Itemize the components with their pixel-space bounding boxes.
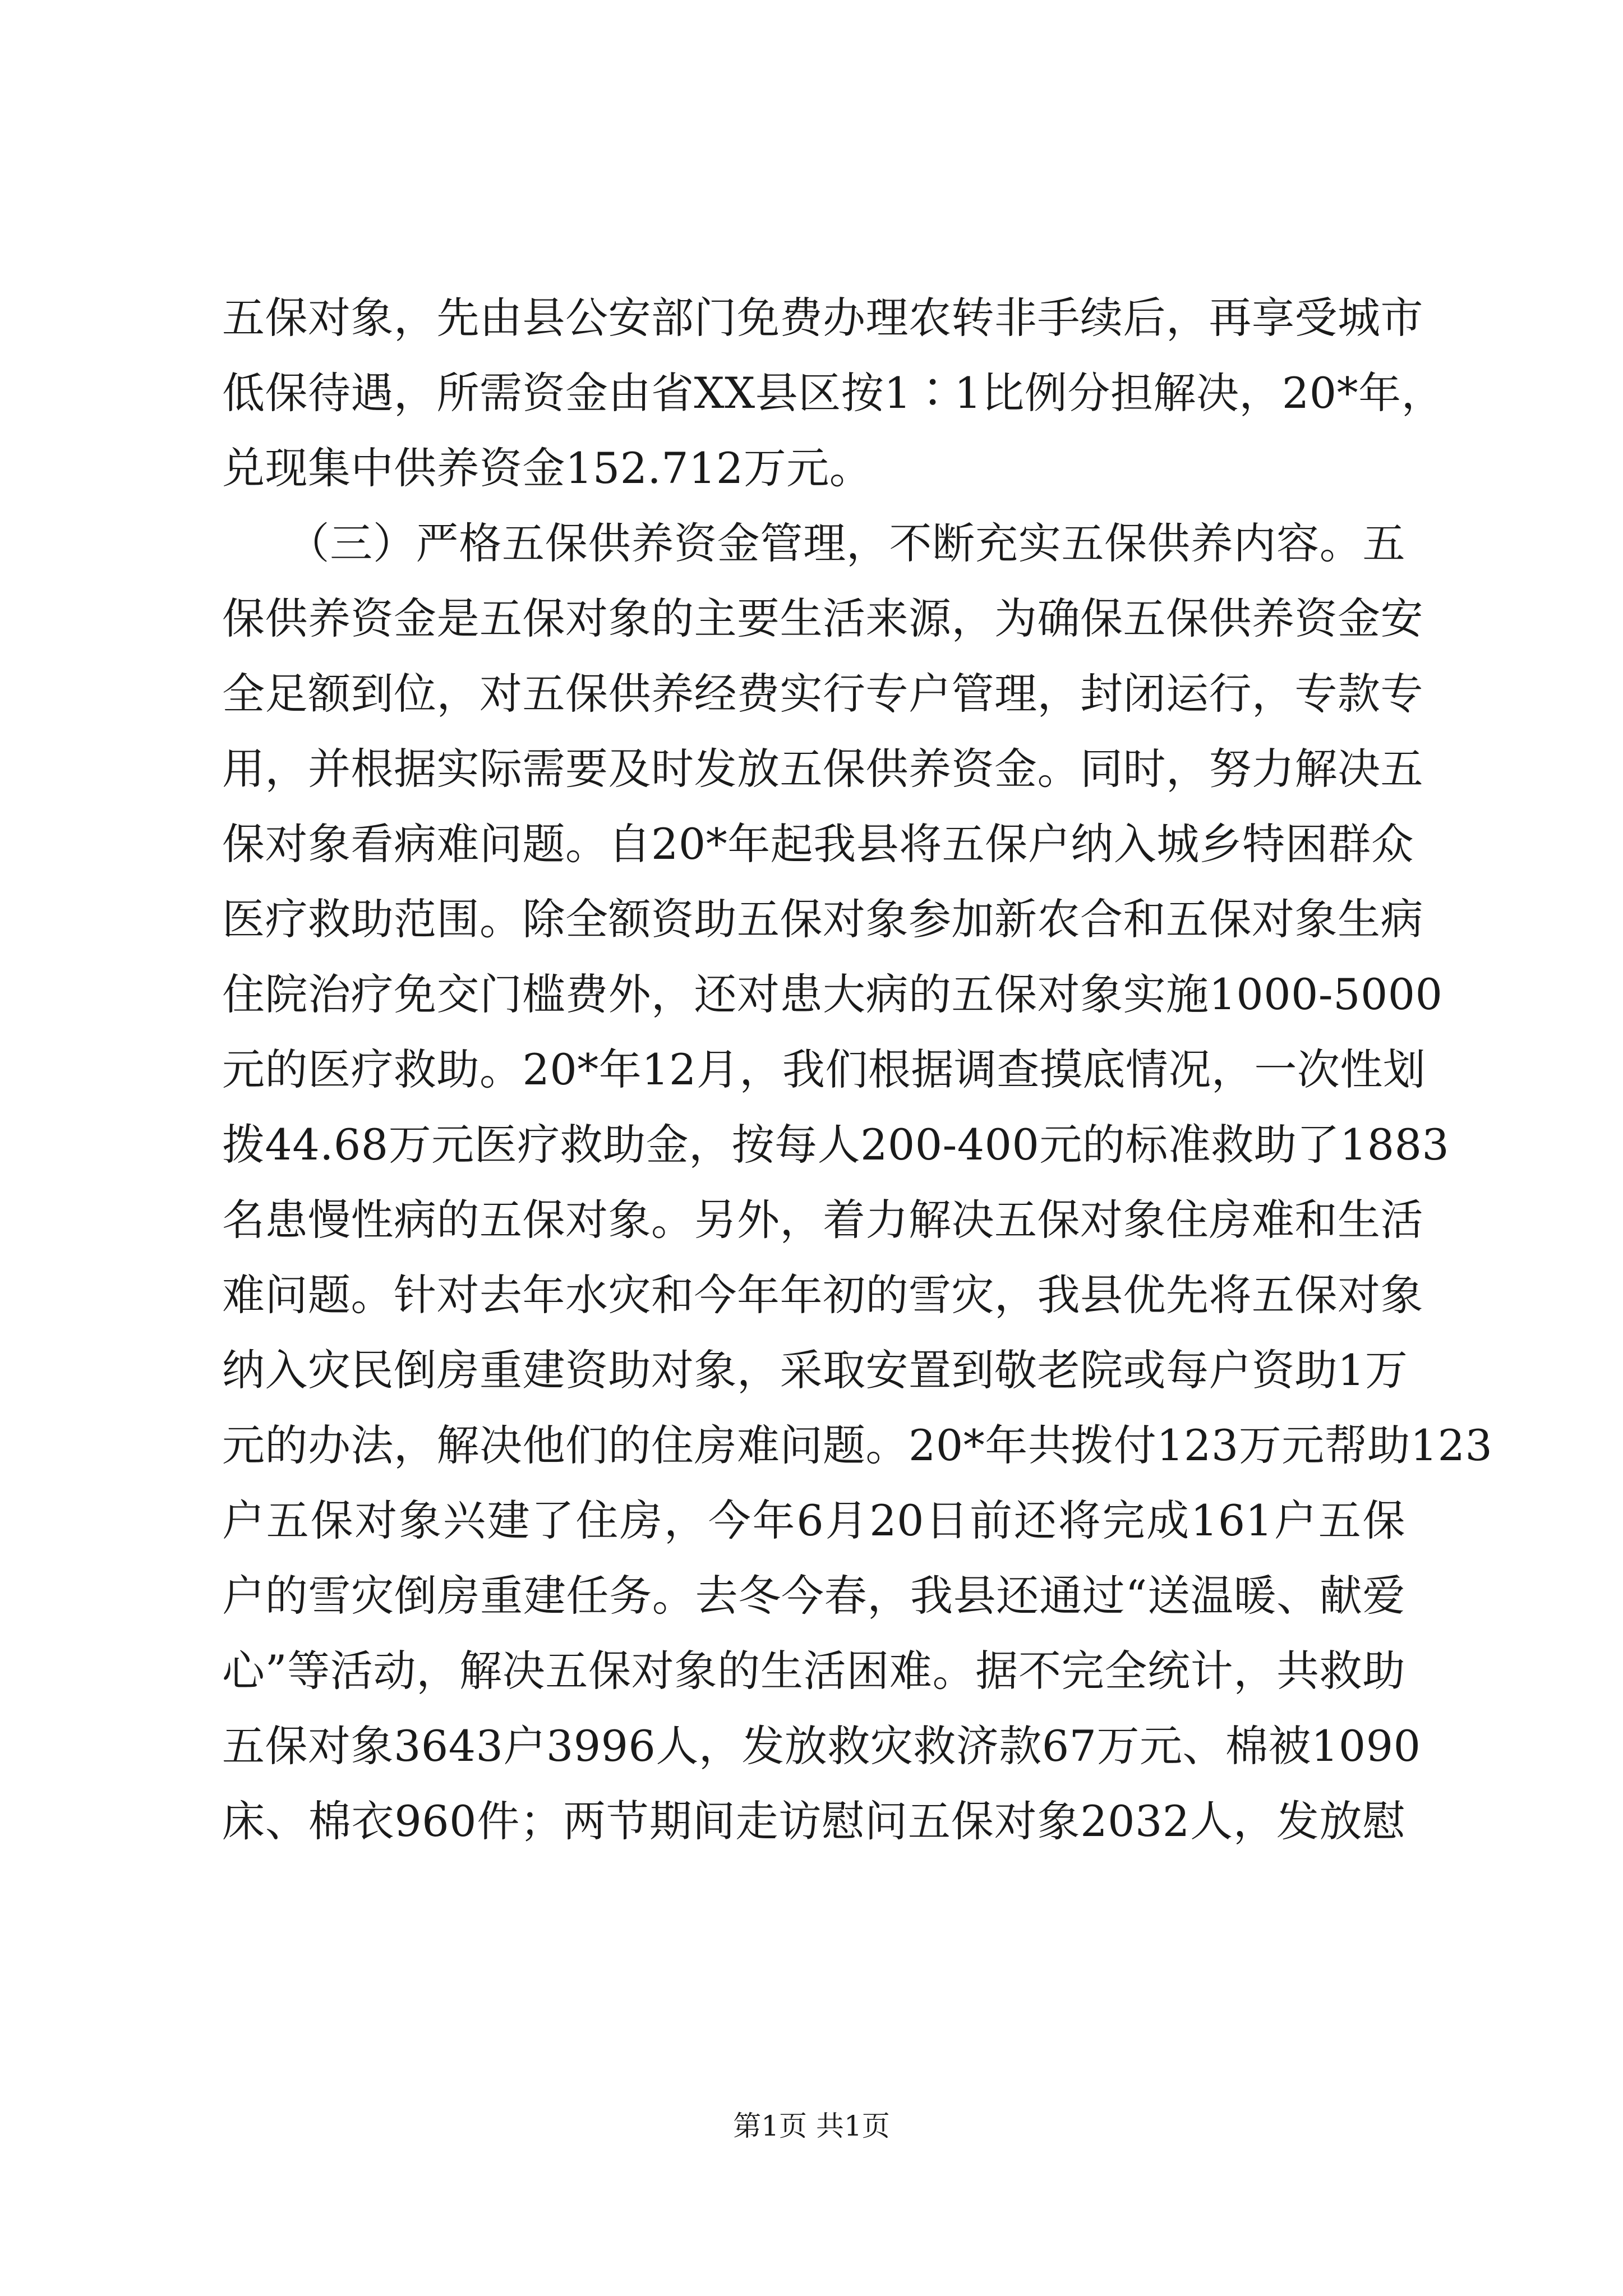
text-line: 五保对象，先由县公安部门免费办理农转非手续后，再享受城市	[222, 293, 1423, 343]
page-number-footer: 第1页 共1页	[733, 2110, 890, 2142]
text-line: 兑现集中供养资金152.712万元。	[222, 443, 873, 493]
text-line: 医疗救助范围。除全额资助五保对象参加新农合和五保对象生病	[222, 894, 1423, 944]
text-line: 保供养资金是五保对象的主要生活来源，为确保五保供养资金安	[222, 593, 1423, 643]
paragraph-continuation	[222, 280, 1445, 506]
text-line: 住院治疗免交门槛费外，还对患大病的五保对象实施1000-5000	[222, 969, 1443, 1019]
text-line: 床、棉衣960件；两节期间走访慰问五保对象2032人，发放慰	[222, 1796, 1405, 1846]
text-line: 五保对象3643户3996人，发放救灾救济款67万元、棉被1090	[222, 1721, 1421, 1771]
text-line: 心”等活动，解决五保对象的生活困难。据不完全统计，共救助	[222, 1646, 1405, 1696]
text-line: 元的医疗救助。20*年12月，我们根据调查摸底情况，一次性划	[222, 1045, 1426, 1094]
document-body	[222, 280, 1493, 1859]
text-line: 用，并根据实际需要及时发放五保供养资金。同时，努力解决五	[222, 744, 1423, 794]
text-line: 保对象看病难问题。自20*年起我县将五保户纳入城乡特困群众	[222, 819, 1414, 869]
text-line: 户五保对象兴建了住房，今年6月20日前还将完成161户五保	[222, 1496, 1405, 1545]
text-line: 全足额到位，对五保供养经费实行专户管理，封闭运行，专款专	[222, 669, 1423, 719]
text-line: 难问题。针对去年水灾和今年年初的雪灾，我县优先将五保对象	[222, 1270, 1423, 1320]
text-line: （三）严格五保供养资金管理，不断充实五保供养内容。五	[222, 518, 1405, 568]
text-line: 拨44.68万元医疗救助金，按每人200-400元的标准救助了1883	[222, 1120, 1450, 1170]
text-line: 纳入灾民倒房重建资助对象，采取安置到敬老院或每户资助1万	[222, 1345, 1408, 1395]
text-line: 低保待遇，所需资金由省XX县区按1∶1比例分担解决，20*年，	[222, 368, 1445, 418]
text-line: 元的办法，解决他们的住房难问题。20*年共拨付123万元帮助123	[222, 1420, 1493, 1470]
text-line: 名患慢性病的五保对象。另外，着力解决五保对象住房难和生活	[222, 1195, 1423, 1245]
text-line: 户的雪灾倒房重建任务。去冬今春，我县还通过“送温暖、献爱	[222, 1571, 1405, 1621]
paragraph-section-three	[222, 506, 1493, 1859]
